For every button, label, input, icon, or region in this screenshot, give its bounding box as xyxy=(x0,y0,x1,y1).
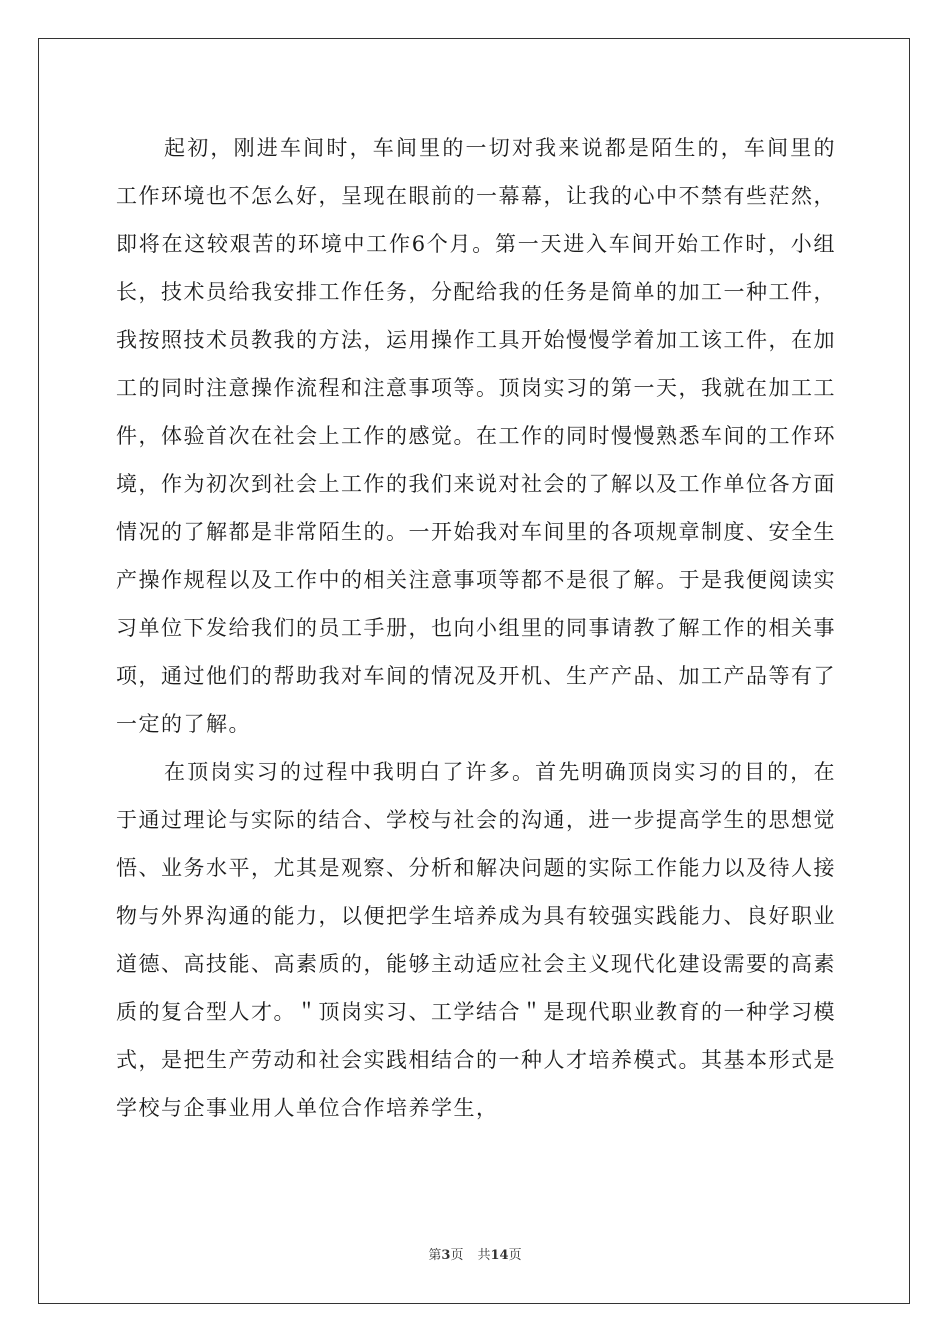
total-prefix: 共 xyxy=(477,1248,491,1263)
paragraph-2: 在顶岗实习的过程中我明白了许多。首先明确顶岗实习的目的，在于通过理论与实际的结合、学校与社会的沟通，进一步提高学生的思想觉悟、业务水平，尤其是观察、分析和解决问题的实际工作能力以及待人接物与外界沟通的能力，以便把学生培养成为具有较强实践能力、良好职业道德、高技能、高素质的，能够主动适应社会主义现代化建设需要的高素质的复合型人才。＂顶岗实习、工学结合＂是现代职业教育的一种学习模式，是把生产劳动和社会实践相结合的一种人才培养模式。其基本形式是学校与企事业用人单位合作培养学生， xyxy=(116,760,836,1120)
total-page-number: 14 xyxy=(490,1248,509,1263)
page-suffix: 页 xyxy=(450,1248,464,1263)
document-body xyxy=(116,124,836,1132)
paragraph-1: 起初，刚进车间时，车间里的一切对我来说都是陌生的，车间里的工作环境也不怎么好，呈现在眼前的一幕幕，让我的心中不禁有些茫然，即将在这较艰苦的环境中工作6个月。第一天进入车间开始工作时，小组长，技术员给我安排工作任务，分配给我的任务是简单的加工一种工件，我按照技术员教我的方法，运用操作工具开始慢慢学着加工该工件，在加工的同时注意操作流程和注意事项等。顶岗实习的第一天，我就在加工工件，体验首次在社会上工作的感觉。在工作的同时慢慢熟悉车间的工作环境，作为初次到社会上工作的我们来说对社会的了解以及工作单位各方面情况的了解都是非常陌生的。一开始我对车间里的各项规章制度、安全生产操作规程以及工作中的相关注意事项等都不是很了解。于是我便阅读实习单位下发给我们的员工手册，也向小组里的同事请教了解工作的相关事项，通过他们的帮助我对车间的情况及开机、生产产品、加工产品等有了一定的了解。 xyxy=(116,136,836,736)
current-page-number: 3 xyxy=(441,1248,451,1263)
total-suffix: 页 xyxy=(508,1248,522,1263)
page-prefix: 第 xyxy=(428,1248,442,1263)
page-footer xyxy=(0,1244,950,1263)
